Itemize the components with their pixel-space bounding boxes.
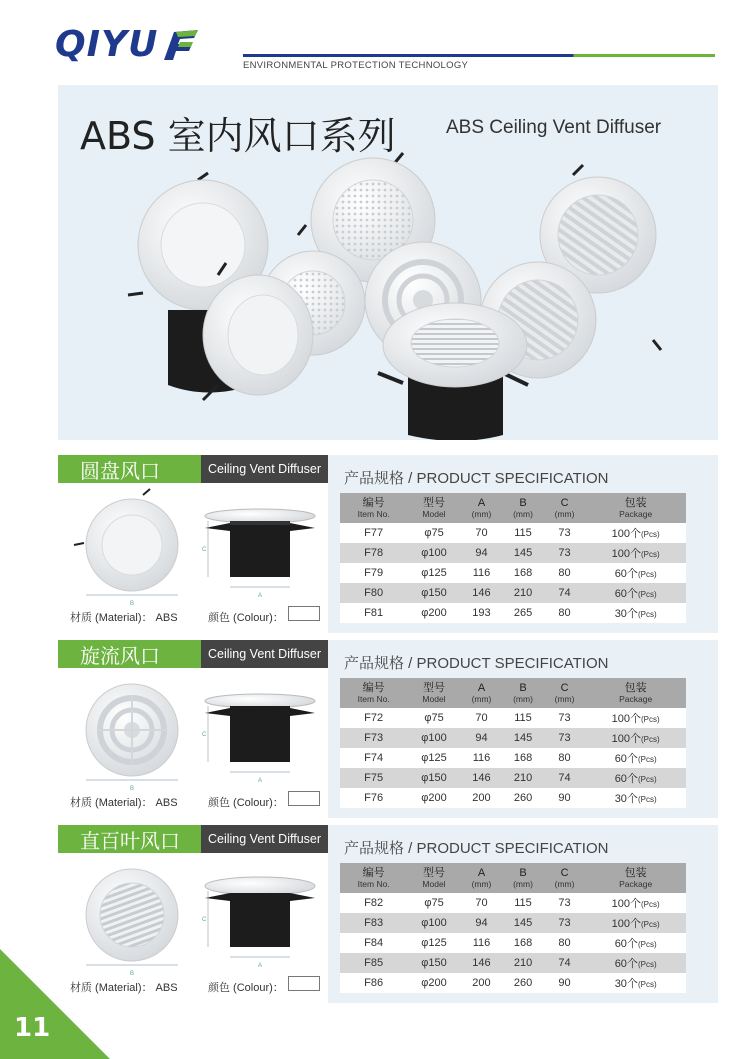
cell-package: [585, 933, 686, 953]
column-header: [340, 678, 407, 708]
column-header: [502, 863, 544, 893]
package-unit: (Pcs): [641, 920, 660, 929]
cell-item: F85: [340, 953, 407, 973]
section-title: 圆盘风口: [58, 455, 201, 483]
package-qty: 60个: [614, 773, 638, 785]
cell-a: 146: [461, 768, 503, 788]
column-header: [585, 678, 686, 708]
cell-model: φ150: [407, 768, 460, 788]
column-header-en: Model: [422, 879, 446, 889]
table-header-row: [340, 493, 686, 523]
column-header-cn: C: [560, 682, 569, 694]
colour-swatch: [288, 791, 320, 806]
package-qty: 60个: [614, 958, 638, 970]
colour-label: 颜色 (Colour)：: [208, 982, 284, 994]
column-header-en: (mm): [471, 879, 492, 889]
column-header-cn: C: [560, 497, 569, 509]
cell-c: 73: [544, 543, 586, 563]
package-qty: 60个: [614, 588, 638, 600]
column-header-en: (mm): [513, 694, 533, 704]
column-header-en: Model: [422, 694, 446, 704]
section-title: 旋流风口: [58, 640, 201, 668]
package-unit: (Pcs): [641, 735, 660, 744]
cell-item: F86: [340, 973, 407, 993]
cell-item: F81: [340, 603, 407, 623]
cell-item: F83: [340, 913, 407, 933]
column-header: [502, 678, 544, 708]
cell-b: 265: [502, 603, 544, 623]
column-header-cn: A: [477, 867, 486, 879]
cell-a: 70: [461, 708, 503, 728]
spec-title: 产品规格 / PRODUCT SPECIFICATION: [344, 655, 609, 672]
dim-label-a: A: [258, 963, 263, 969]
cell-c: 80: [544, 933, 586, 953]
table-row: [340, 913, 686, 933]
column-header: [585, 493, 686, 523]
header-divider: [243, 54, 715, 57]
section-subtitle: Ceiling Vent Diffuser: [201, 825, 328, 853]
package-qty: 30个: [614, 608, 638, 620]
package-unit: (Pcs): [637, 940, 657, 949]
cell-model: φ100: [407, 728, 460, 748]
cell-c: 73: [544, 893, 586, 913]
dim-label-c: C: [202, 732, 207, 738]
cell-c: 73: [544, 913, 586, 933]
column-header-en: Package: [619, 879, 653, 889]
spec-table: [340, 678, 686, 808]
cell-a: 200: [461, 973, 503, 993]
cell-b: 210: [502, 953, 544, 973]
swirl-vent-drawing: [58, 668, 328, 796]
package-qty: 100个: [611, 528, 641, 540]
cell-package: [585, 768, 686, 788]
cell-package: [585, 523, 686, 543]
cell-c: 80: [544, 603, 586, 623]
cell-c: 73: [544, 728, 586, 748]
cell-c: 74: [544, 953, 586, 973]
package-unit: (Pcs): [637, 755, 657, 764]
cell-b: 168: [502, 933, 544, 953]
column-header-en: Package: [619, 694, 653, 704]
cell-a: 94: [461, 728, 503, 748]
column-header-cn: 包装: [624, 682, 647, 694]
brand-tagline: ENVIRONMENTAL PROTECTION TECHNOLOGY: [243, 60, 469, 71]
cell-package: [585, 748, 686, 768]
column-header: [502, 493, 544, 523]
table-row: [340, 708, 686, 728]
column-header: [544, 863, 586, 893]
brand-logo: [55, 24, 200, 65]
cell-model: φ75: [407, 708, 460, 728]
column-header-en: (mm): [513, 509, 533, 519]
section-louver-vent: [58, 825, 718, 1003]
cell-item: F79: [340, 563, 407, 583]
package-unit: (Pcs): [637, 570, 657, 579]
hero-product-photo: [58, 145, 718, 440]
section-tag: [58, 640, 328, 668]
table-row: [340, 523, 686, 543]
hero-subtitle: ABS Ceiling Vent Diffuser: [446, 117, 662, 138]
section-disc-vent: [58, 455, 718, 633]
column-header: [544, 493, 586, 523]
column-header-cn: B: [519, 682, 527, 694]
cell-package: [585, 543, 686, 563]
package-qty: 30个: [614, 978, 638, 990]
cell-model: φ150: [407, 953, 460, 973]
column-header-cn: 编号: [362, 497, 385, 509]
cell-item: F73: [340, 728, 407, 748]
cell-item: F78: [340, 543, 407, 563]
disc-vent-drawing: [58, 483, 328, 611]
column-header: [461, 678, 503, 708]
column-header-en: Item No.: [357, 879, 390, 889]
hero-panel: [58, 85, 718, 440]
table-row: [340, 603, 686, 623]
section-tag: [58, 455, 328, 483]
column-header-en: (mm): [554, 509, 575, 519]
page-header: [55, 22, 715, 72]
section-swirl-vent: [58, 640, 718, 818]
colour-label: 颜色 (Colour)：: [208, 612, 284, 624]
column-header-en: (mm): [471, 694, 492, 704]
product-drawing-panel: [58, 668, 328, 818]
package-unit: (Pcs): [637, 590, 657, 599]
cell-b: 145: [502, 728, 544, 748]
cell-a: 146: [461, 953, 503, 973]
dim-label-b: B: [130, 786, 135, 792]
table-row: [340, 933, 686, 953]
cell-item: F75: [340, 768, 407, 788]
cell-model: φ125: [407, 748, 460, 768]
logo-leaf-icon: [160, 26, 200, 64]
cell-model: φ125: [407, 933, 460, 953]
cell-model: φ100: [407, 913, 460, 933]
cell-model: φ100: [407, 543, 460, 563]
cell-c: 80: [544, 748, 586, 768]
column-header-en: (mm): [554, 879, 575, 889]
dim-label-c: C: [202, 547, 207, 553]
cell-a: 146: [461, 583, 503, 603]
page-number: 11: [14, 1013, 51, 1043]
cell-item: F72: [340, 708, 407, 728]
product-drawing-panel: [58, 483, 328, 633]
cell-model: φ200: [407, 788, 460, 808]
dim-label-c: C: [202, 917, 207, 923]
column-header: [461, 493, 503, 523]
package-qty: 100个: [611, 713, 641, 725]
colour-swatch: [288, 606, 320, 621]
cell-b: 145: [502, 543, 544, 563]
table-row: [340, 543, 686, 563]
package-qty: 60个: [614, 568, 638, 580]
package-unit: (Pcs): [637, 960, 657, 969]
package-unit: (Pcs): [637, 610, 657, 619]
cell-model: φ75: [407, 893, 460, 913]
package-unit: (Pcs): [637, 980, 657, 989]
column-header: [340, 863, 407, 893]
package-qty: 100个: [611, 548, 641, 560]
colour-swatch: [288, 976, 320, 991]
cell-b: 168: [502, 748, 544, 768]
column-header: [585, 863, 686, 893]
table-row: [340, 973, 686, 993]
cell-b: 115: [502, 893, 544, 913]
cell-item: F80: [340, 583, 407, 603]
table-row: [340, 583, 686, 603]
cell-package: [585, 913, 686, 933]
table-row: [340, 748, 686, 768]
column-header-cn: B: [519, 497, 527, 509]
cell-b: 115: [502, 708, 544, 728]
dim-label-a: A: [258, 593, 263, 599]
column-header-cn: A: [477, 497, 486, 509]
material-label: 材质 (Material)： ABS: [70, 612, 178, 624]
column-header-en: (mm): [554, 694, 575, 704]
table-row: [340, 728, 686, 748]
cell-b: 145: [502, 913, 544, 933]
cell-package: [585, 973, 686, 993]
cell-model: φ200: [407, 603, 460, 623]
cell-a: 94: [461, 913, 503, 933]
cell-package: [585, 563, 686, 583]
cell-package: [585, 728, 686, 748]
cell-a: 116: [461, 748, 503, 768]
cell-a: 70: [461, 523, 503, 543]
cell-item: F76: [340, 788, 407, 808]
cell-b: 115: [502, 523, 544, 543]
cell-item: F82: [340, 893, 407, 913]
cell-package: [585, 953, 686, 973]
cell-c: 73: [544, 523, 586, 543]
colour-label: 颜色 (Colour)：: [208, 797, 284, 809]
column-header: [544, 678, 586, 708]
package-unit: (Pcs): [637, 795, 657, 804]
cell-c: 90: [544, 788, 586, 808]
column-header-cn: 编号: [362, 867, 385, 879]
column-header-cn: 型号: [423, 867, 445, 879]
table-row: [340, 788, 686, 808]
cell-c: 74: [544, 583, 586, 603]
column-header: [461, 863, 503, 893]
dim-label-a: A: [258, 778, 263, 784]
column-header: [407, 863, 460, 893]
cell-package: [585, 603, 686, 623]
column-header-cn: 包装: [624, 497, 647, 509]
logo-text: QIYU: [55, 24, 159, 65]
cell-model: φ75: [407, 523, 460, 543]
package-qty: 30个: [614, 793, 638, 805]
package-qty: 100个: [611, 898, 641, 910]
table-header-row: [340, 863, 686, 893]
package-qty: 60个: [614, 938, 638, 950]
cell-b: 168: [502, 563, 544, 583]
hero-title: ABS 室内风口系列: [80, 114, 396, 158]
dim-label-b: B: [130, 601, 135, 607]
cell-c: 73: [544, 708, 586, 728]
column-header: [407, 678, 460, 708]
column-header-cn: 编号: [362, 682, 385, 694]
cell-model: φ150: [407, 583, 460, 603]
cell-item: F84: [340, 933, 407, 953]
section-subtitle: Ceiling Vent Diffuser: [201, 640, 328, 668]
column-header-en: (mm): [513, 879, 533, 889]
column-header-cn: B: [519, 867, 527, 879]
package-unit: (Pcs): [641, 900, 660, 909]
spec-title: 产品规格 / PRODUCT SPECIFICATION: [344, 470, 609, 487]
column-header-en: Item No.: [357, 509, 390, 519]
spec-table: [340, 863, 686, 993]
cell-package: [585, 583, 686, 603]
cell-b: 210: [502, 583, 544, 603]
table-row: [340, 953, 686, 973]
table-row: [340, 563, 686, 583]
column-header: [340, 493, 407, 523]
cell-b: 260: [502, 788, 544, 808]
table-header-row: [340, 678, 686, 708]
cell-a: 70: [461, 893, 503, 913]
section-tag: [58, 825, 328, 853]
package-unit: (Pcs): [641, 715, 660, 724]
package-unit: (Pcs): [637, 775, 657, 784]
package-qty: 60个: [614, 753, 638, 765]
cell-item: F74: [340, 748, 407, 768]
column-header-cn: 包装: [624, 867, 647, 879]
cell-c: 80: [544, 563, 586, 583]
table-row: [340, 893, 686, 913]
package-qty: 100个: [611, 918, 641, 930]
column-header-cn: 型号: [423, 497, 445, 509]
cell-model: φ125: [407, 563, 460, 583]
package-unit: (Pcs): [641, 550, 660, 559]
column-header-cn: C: [560, 867, 569, 879]
column-header: [407, 493, 460, 523]
cell-c: 90: [544, 973, 586, 993]
section-subtitle: Ceiling Vent Diffuser: [201, 455, 328, 483]
cell-a: 200: [461, 788, 503, 808]
column-header-cn: A: [477, 682, 486, 694]
column-header-en: Package: [619, 509, 653, 519]
cell-package: [585, 893, 686, 913]
cell-a: 116: [461, 933, 503, 953]
spec-title: 产品规格 / PRODUCT SPECIFICATION: [344, 840, 609, 857]
package-qty: 100个: [611, 733, 641, 745]
package-unit: (Pcs): [641, 530, 660, 539]
cell-b: 210: [502, 768, 544, 788]
cell-a: 94: [461, 543, 503, 563]
cell-model: φ200: [407, 973, 460, 993]
cell-c: 74: [544, 768, 586, 788]
dim-label-b: B: [130, 971, 135, 977]
cell-a: 193: [461, 603, 503, 623]
material-label: 材质 (Material)： ABS: [70, 982, 178, 994]
column-header-cn: 型号: [423, 682, 445, 694]
section-title: 直百叶风口: [58, 825, 201, 853]
column-header-en: Model: [422, 509, 446, 519]
table-row: [340, 768, 686, 788]
column-header-en: Item No.: [357, 694, 390, 704]
cell-item: F77: [340, 523, 407, 543]
cell-a: 116: [461, 563, 503, 583]
cell-b: 260: [502, 973, 544, 993]
cell-package: [585, 788, 686, 808]
spec-table: [340, 493, 686, 623]
column-header-en: (mm): [471, 509, 492, 519]
cell-package: [585, 708, 686, 728]
material-label: 材质 (Material)： ABS: [70, 797, 178, 809]
